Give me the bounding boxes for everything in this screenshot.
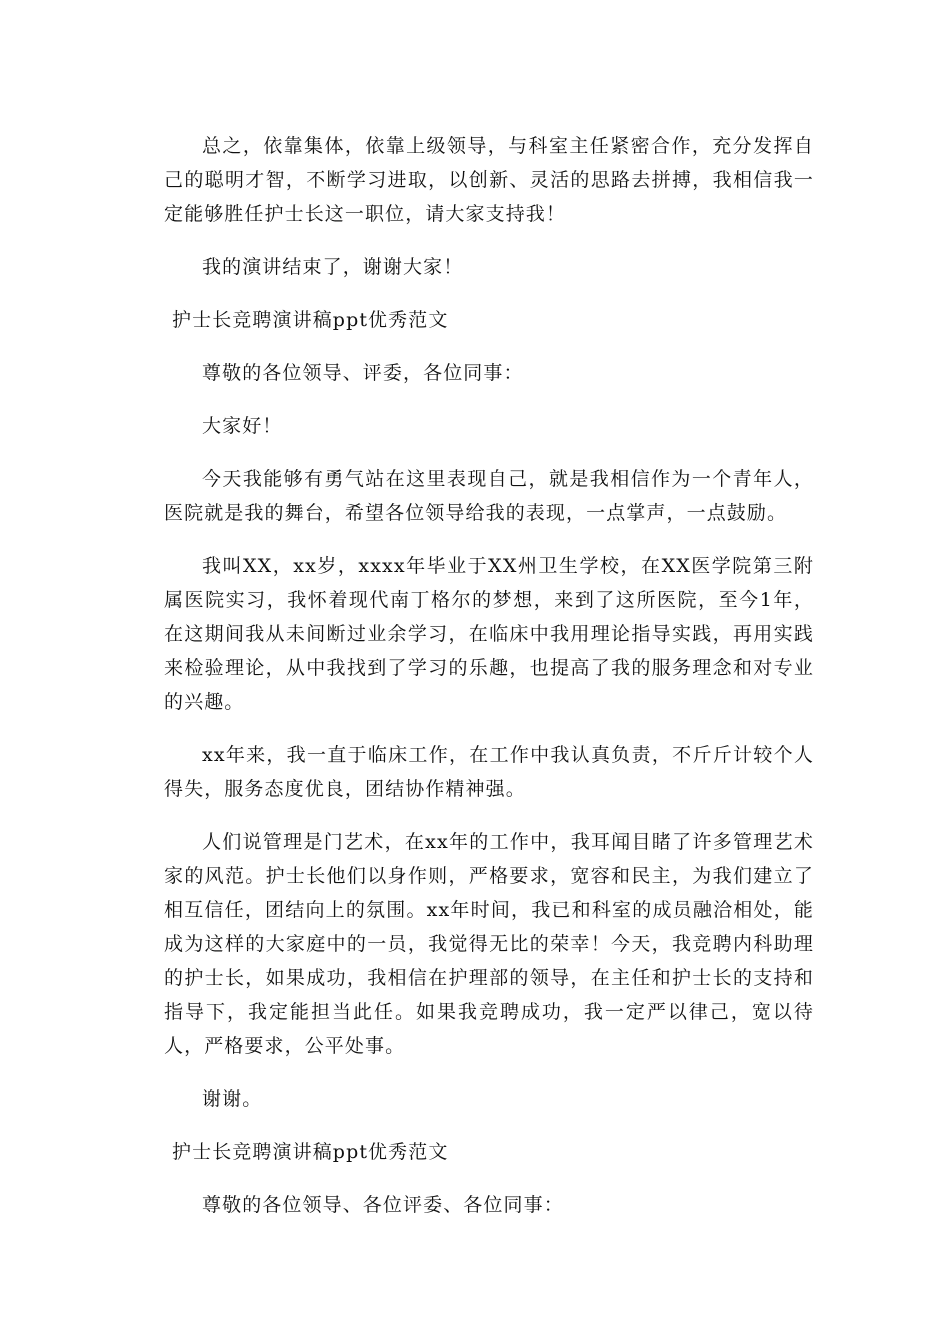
paragraph-greeting: 大家好！ [202,415,283,437]
paragraph-closing-thanks: 我的演讲结束了，谢谢大家！ [202,256,464,278]
paragraph-intro: 今天我能够有勇气站在这里表现自己，就是我相信作为一个青年人，医院就是我的舞台，希望各位领导给我的表现，一点掌声，一点鼓励。 [164,468,814,524]
paragraph-management: 人们说管理是门艺术，在xx年的工作中，我耳闻目睹了许多管理艺术家的风范。护士长他们以身作则，严格要求，宽容和民主，为我们建立了相互信任，团结向上的氛围。xx年时间，我已和科室的成员融洽相处，能成为这样的大家庭中的一员，我觉得无比的荣幸！今天，我竞聘内科助理的护士长，如果成功，我相信在护理部的领导，在主任和护士长的支持和指导下，我定能担当此任。如果我竞聘成功，我一定严以律己，宽以待人，严格要求，公平处事。 [164,831,814,1057]
paragraph-background: 我叫XX，xx岁，xxxx年毕业于XX州卫生学校，在XX医学院第三附属医院实习，我怀着现代南丁格尔的梦想，来到了这所医院，至今1年，在这期间我从未间断过业余学习，在临床中我用理论指导实践，再用实践来检验理论，从中我找到了学习的乐趣，也提高了我的服务理念和对专业的兴趣。 [164,555,814,713]
section-title: 护士长竞聘演讲稿ppt优秀范文 [172,1141,449,1163]
section-title: 护士长竞聘演讲稿ppt优秀范文 [172,309,449,331]
document-body [164,129,814,1241]
paragraph-salutation: 尊敬的各位领导、各位评委、各位同事： [202,1194,564,1216]
paragraph-salutation: 尊敬的各位领导、评委，各位同事： [202,362,524,384]
paragraph-thanks: 谢谢。 [202,1088,263,1110]
paragraph-conclusion: 总之，依靠集体，依靠上级领导，与科室主任紧密合作，充分发挥自己的聪明才智，不断学习进取，以创新、灵活的思路去拼搏，我相信我一定能够胜任护士长这一职位，请大家支持我！ [164,135,814,225]
paragraph-work-attitude: xx年来，我一直于临床工作，在工作中我认真负责，不斤斤计较个人得失，服务态度优良，团结协作精神强。 [164,744,814,800]
